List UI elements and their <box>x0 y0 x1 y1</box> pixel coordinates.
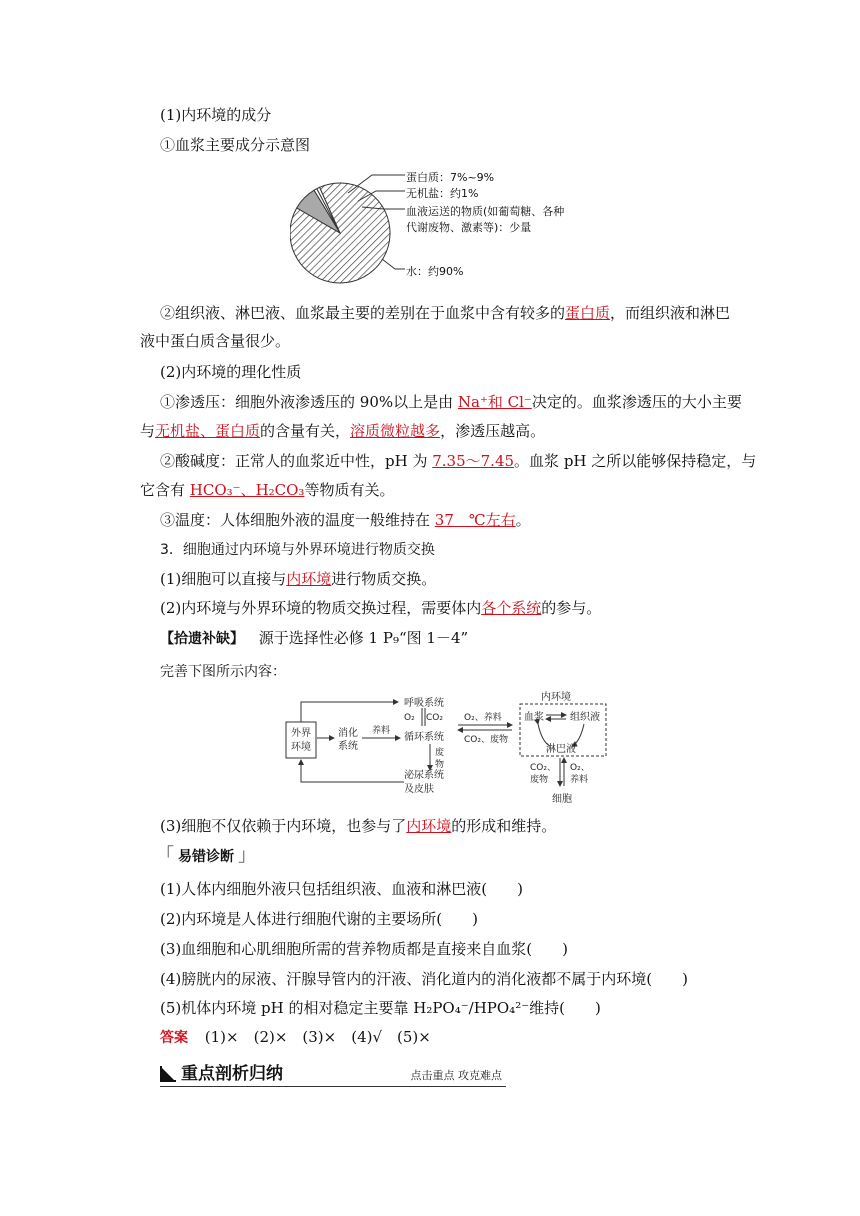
answer-label: 答案 <box>160 1030 188 1046</box>
paragraph-temperature <box>160 510 531 530</box>
subsection-title-composition: (1)内环境的成分 <box>160 106 272 124</box>
pie-label-salt: 无机盐：约1% <box>406 187 479 200</box>
answer-buffer: HCO₃⁻、H₂CO₃ <box>189 481 305 499</box>
answer-all-systems: 各个系统 <box>481 599 542 617</box>
o2-label: O₂ <box>404 713 415 723</box>
diagnosis-item-1: (1)人体内细胞外液只包括组织液、血液和淋巴液( ) <box>160 880 523 898</box>
text: 它含有 <box>140 481 190 499</box>
text: ②酸碱度：正常人的血浆近中性，pH 为 <box>160 452 433 470</box>
co2-waste-label: CO₂、废物 <box>464 735 508 745</box>
banner-right-text: 点击重点 攻克难点 <box>410 1069 502 1082</box>
paragraph-difference-line2: 液中蛋白质含量很少。 <box>140 332 291 350</box>
answer-inner-env-2: 内环境 <box>406 817 452 835</box>
text: (1)细胞可以直接与 <box>160 570 287 588</box>
section-title-exchange: 3．细胞通过内环境与外界环境进行物质交换 <box>160 542 435 558</box>
supplement-line <box>160 628 468 649</box>
text: ③温度：人体细胞外液的温度一般维持在 <box>160 511 435 529</box>
paragraph-exchange-1 <box>160 569 436 589</box>
supplement-text: 源于选择性必修 1 P₉“图 1－4” <box>258 629 469 647</box>
leader-water <box>382 259 405 269</box>
pie-label-transport-1: 血液运送的物质(如葡萄糖、各种 <box>406 205 565 218</box>
text: ①渗透压：细胞外液渗透压的 90%以上是由 <box>160 393 458 411</box>
text: 等物质有关。 <box>304 481 395 499</box>
text: ，而组织液和淋巴 <box>610 304 731 322</box>
text: 。 <box>515 511 531 529</box>
outer-env-label-2: 环境 <box>291 742 311 753</box>
digestive-label-1: 消化 <box>338 728 358 739</box>
paragraph-ph-line1 <box>160 451 756 471</box>
text: 进行物质交换。 <box>331 570 437 588</box>
section-banner <box>160 1064 506 1087</box>
text: 的参与。 <box>541 599 602 617</box>
lymph-label: 淋巴液 <box>546 744 576 755</box>
diagnosis-item-4: (4)膀胱内的尿液、汗腺导管内的汗液、消化道内的消化液都不属于内环境( ) <box>160 970 688 988</box>
pie-label-transport-2: 代谢废物、激素等)：少量 <box>406 221 532 234</box>
digestive-label-2: 系统 <box>338 741 358 752</box>
answer-values: (1)× (2)× (3)× (4)√ (5)× <box>204 1028 431 1046</box>
complete-prompt: 完善下图所示内容： <box>160 664 286 680</box>
paragraph-osmotic-line1 <box>160 392 742 412</box>
inner-env-label: 内环境 <box>541 692 571 703</box>
text: 的含量有关， <box>260 422 351 440</box>
text: (2)内环境与外界环境的物质交换过程，需要体内 <box>160 599 482 617</box>
answer-salt-protein: 无机盐、蛋白质 <box>155 422 261 440</box>
text: 与 <box>140 422 156 440</box>
right-small-1: O₂、 <box>570 763 590 773</box>
text: 决定的。血浆渗透压的大小主要 <box>531 393 742 411</box>
circulatory-label: 循环系统 <box>404 732 444 743</box>
outer-env-label-1: 外界 <box>291 728 311 739</box>
subsection-title-properties: (2)内环境的理化性质 <box>160 363 302 381</box>
text: ，渗透压越高。 <box>440 422 546 440</box>
waste-label-1: 废 <box>435 748 445 758</box>
pie-label-water: 水：约90% <box>406 265 464 278</box>
bracket-close-icon: 」 <box>238 845 256 866</box>
diagnosis-header <box>156 846 256 868</box>
answer-inner-env: 内环境 <box>286 570 332 588</box>
text: 。血浆 pH 之所以能够保持稳定，与 <box>514 452 757 470</box>
pie-label-protein: 蛋白质：7%~9% <box>406 171 495 184</box>
urinary-label-1: 泌尿系统 <box>404 770 444 781</box>
text: 的形成和维持。 <box>451 817 557 835</box>
answer-line <box>160 1027 431 1048</box>
answer-ph-range: 7.35～7.45 <box>432 452 515 470</box>
text: ②组织液、淋巴液、血浆最主要的差别在于血浆中含有较多的 <box>160 304 566 322</box>
tissue-fluid-label: 组织液 <box>570 712 600 723</box>
exchange-flow-diagram <box>280 690 620 808</box>
plasma-label: 血浆 <box>524 712 544 723</box>
answer-protein: 蛋白质 <box>565 304 611 322</box>
o2-nutrients-label: O₂、养料 <box>464 713 502 723</box>
left-small-1: CO₂、 <box>530 763 556 773</box>
figure-caption-plasma: ①血浆主要成分示意图 <box>160 136 311 154</box>
paragraph-exchange-3 <box>160 816 556 836</box>
nutrients-label: 养料 <box>372 726 391 736</box>
text: (3)细胞不仅依赖于内环境，也参与了 <box>160 817 407 835</box>
answer-temperature: 37 ℃左右 <box>434 511 516 529</box>
cell-label: 细胞 <box>552 794 572 805</box>
paragraph-osmotic-line2 <box>140 421 545 441</box>
paragraph-exchange-2 <box>160 598 601 618</box>
paragraph-difference-line1 <box>160 303 730 323</box>
supplement-tag: 【拾遗补缺】 <box>160 631 244 647</box>
right-small-2: 养料 <box>570 775 589 785</box>
answer-na-cl: Na⁺和 Cl⁻ <box>457 393 532 411</box>
diagnosis-tag: 易错诊断 <box>178 849 234 865</box>
paragraph-ph-line2 <box>140 480 394 500</box>
respiratory-label: 呼吸系统 <box>404 698 444 709</box>
answer-solute-more: 溶质微粒越多 <box>350 422 441 440</box>
diagnosis-item-5: (5)机体内环境 pH 的相对稳定主要靠 H₂PO₄⁻/HPO₄²⁻维持( ) <box>160 999 601 1017</box>
banner-title: 重点剖析归纳 <box>181 1064 283 1084</box>
left-small-2: 废物 <box>530 775 549 785</box>
waste-label-2: 物 <box>435 760 445 770</box>
bracket-open-icon: 「 <box>156 845 174 866</box>
diagnosis-item-2: (2)内环境是人体进行细胞代谢的主要场所( ) <box>160 910 478 928</box>
diagnosis-item-3: (3)血细胞和心肌细胞所需的营养物质都是直接来自血浆( ) <box>160 940 568 958</box>
banner-corner-frame <box>160 1066 176 1082</box>
co2-label: CO₂ <box>426 713 443 723</box>
urinary-label-2: 及皮肤 <box>404 784 434 795</box>
